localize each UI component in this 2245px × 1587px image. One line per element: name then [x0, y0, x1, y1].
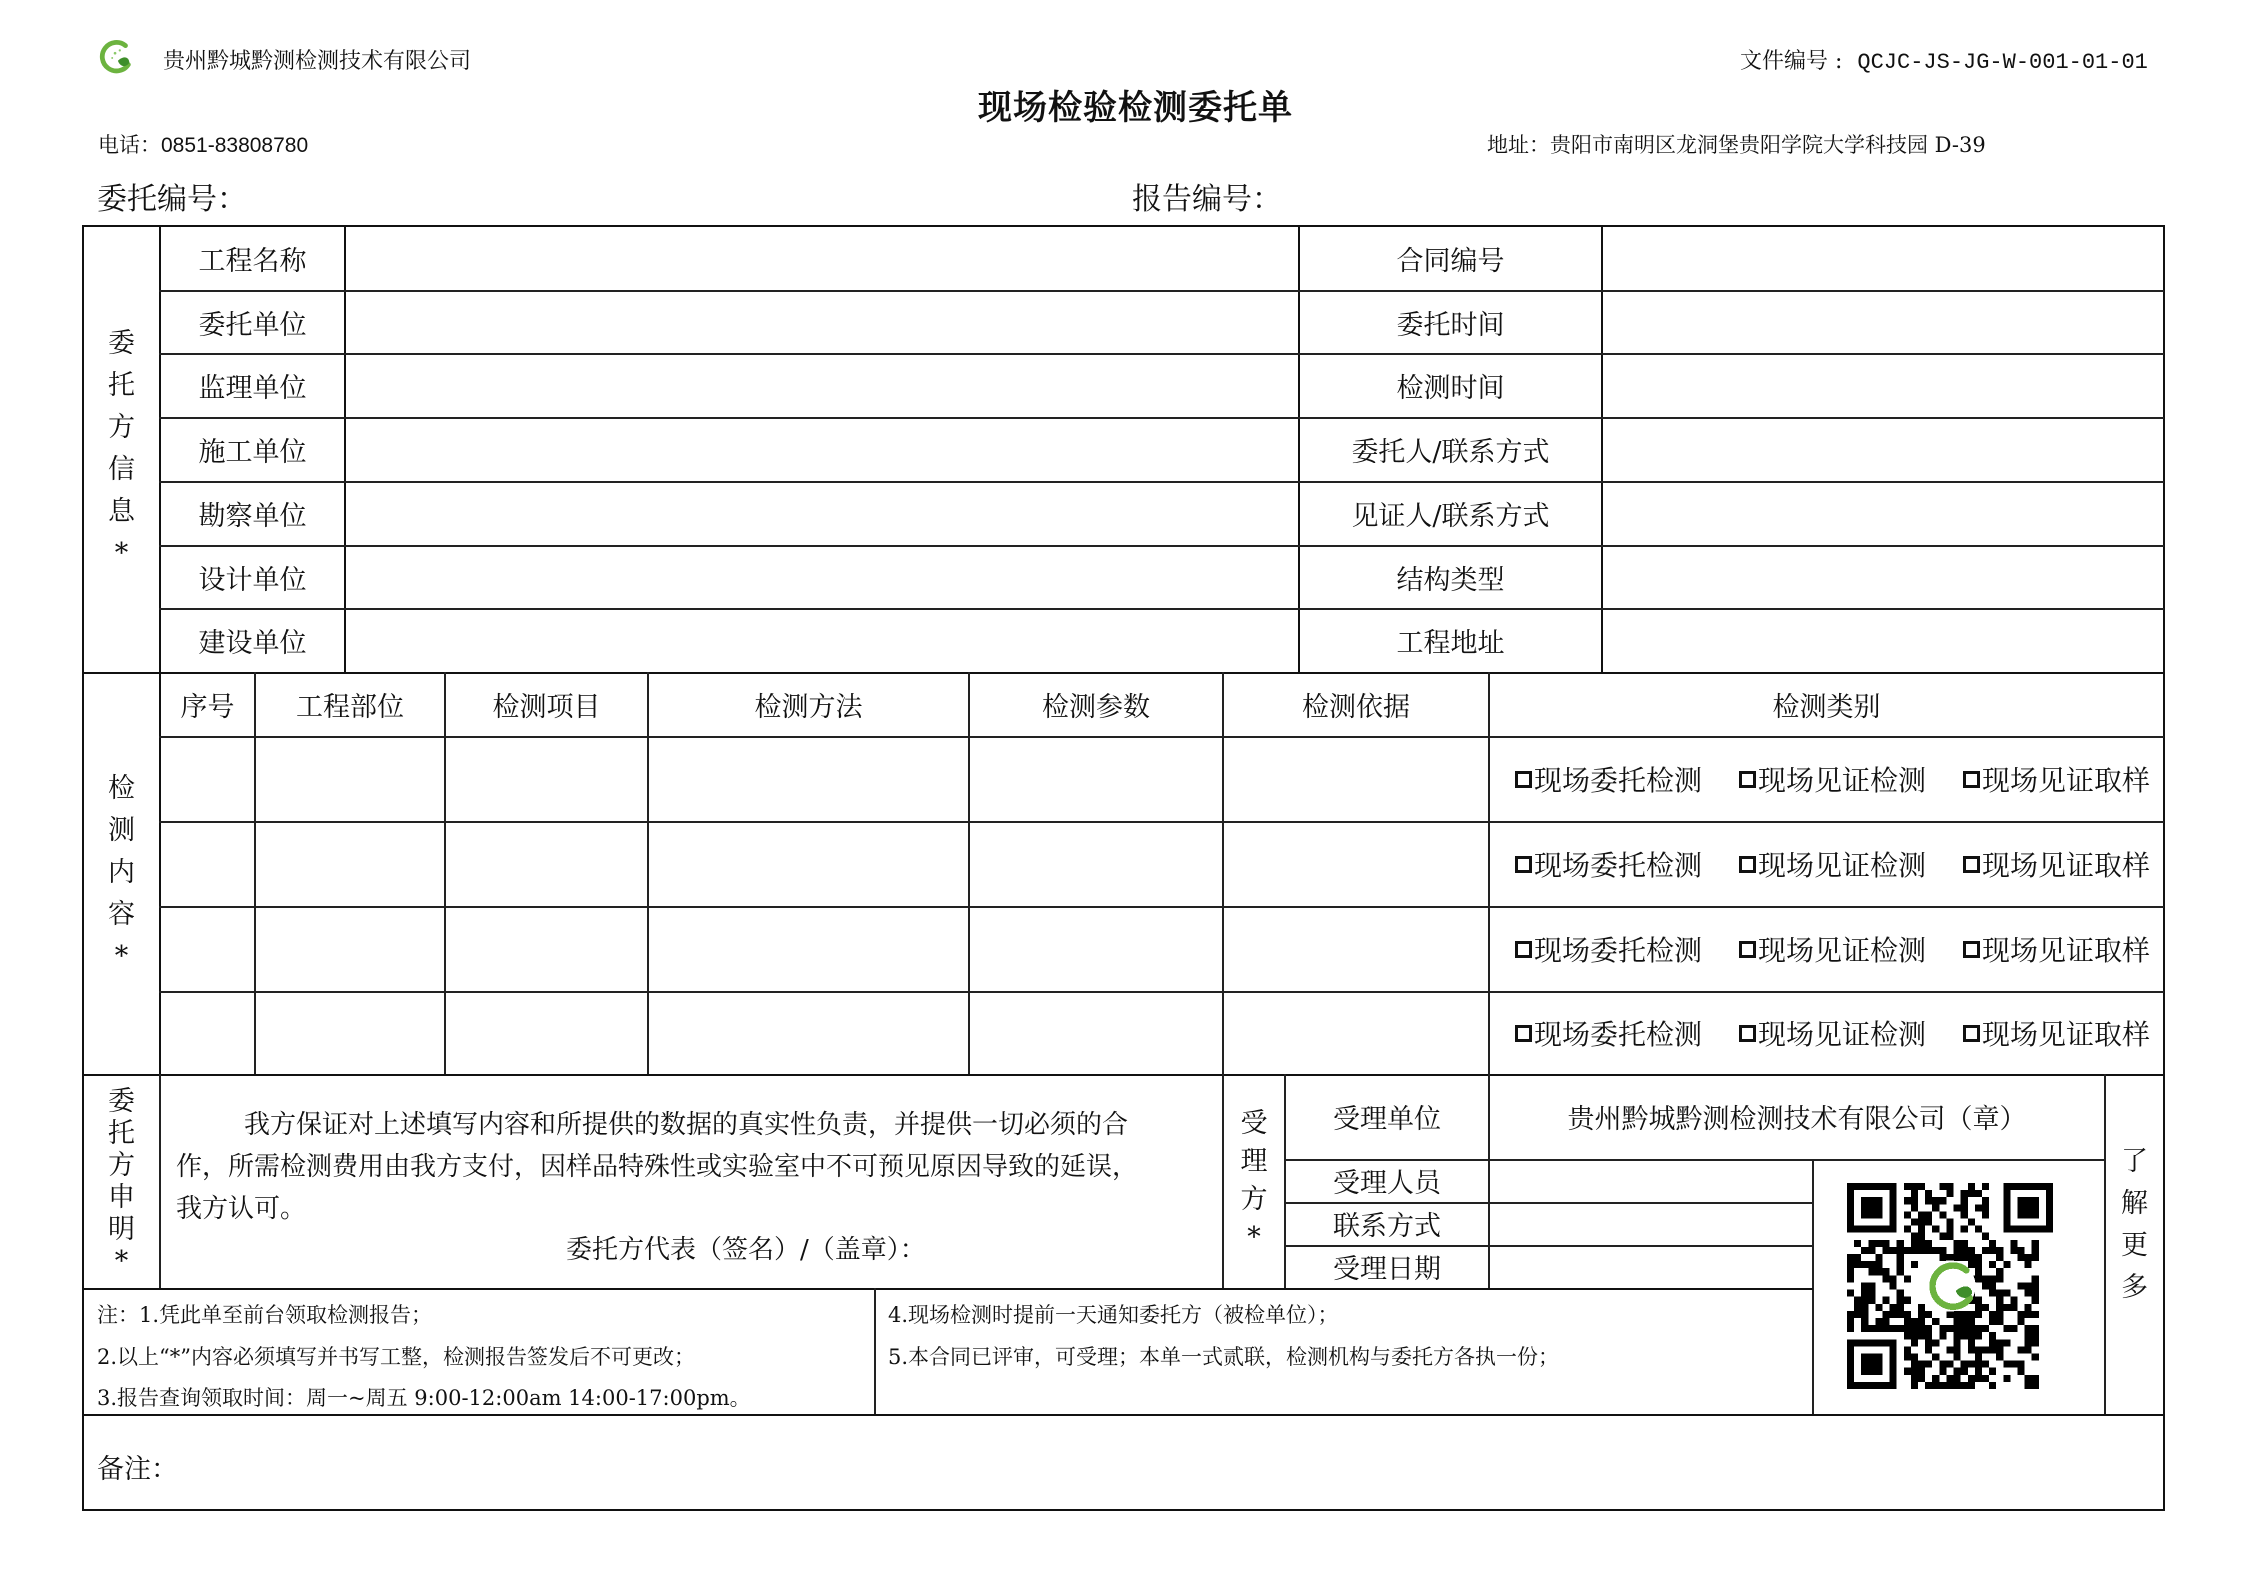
label-char: * — [114, 1246, 129, 1277]
param-input[interactable] — [970, 907, 1222, 991]
checkbox-icon[interactable] — [1515, 856, 1532, 873]
phone-label: 电话： — [98, 133, 161, 157]
declaration-line: 作，所需检测费用由我方支付，因样品特殊性或实验室中不可预见原因导致的延误， — [176, 1152, 1139, 1182]
checkbox-label: 现场见证检测 — [1757, 1018, 1926, 1051]
project-name-label: 工程名称 — [198, 245, 307, 277]
checkbox-icon[interactable] — [1963, 1025, 1980, 1042]
declaration-line: 我方认可。 — [176, 1194, 307, 1224]
entrust-number-label: 委托编号： — [97, 182, 247, 217]
witness-contact-label: 见证人/联系方式 — [1351, 500, 1550, 532]
phone-number: 0851-83808780 — [161, 134, 309, 157]
accepting-staff-label: 受理人员 — [1333, 1168, 1441, 1199]
witness-contact-input[interactable] — [1603, 481, 2163, 545]
doc-number-block — [1740, 44, 2148, 75]
survey-unit-label: 勘察单位 — [198, 500, 307, 532]
checkbox-label: 现场委托检测 — [1534, 849, 1703, 882]
param-input[interactable] — [970, 822, 1222, 906]
project-name-input[interactable] — [346, 226, 1298, 290]
part-input[interactable] — [256, 822, 444, 906]
part-input[interactable] — [256, 907, 444, 991]
method-input[interactable] — [649, 992, 968, 1074]
label-char: 容 — [108, 899, 135, 930]
label-char: 明 — [108, 1214, 135, 1245]
method-input[interactable] — [649, 907, 968, 991]
accepting-unit-value: 贵州黔城黔测检测技术有限公司（章） — [1567, 1104, 2027, 1135]
checkbox-onsite-entrusted-test[interactable] — [1515, 844, 1702, 884]
section-divider — [82, 1414, 2165, 1416]
entrust-time-input[interactable] — [1603, 290, 2163, 354]
design-unit-label: 设计单位 — [198, 564, 307, 596]
checkbox-label: 现场见证取样 — [1981, 1018, 2150, 1051]
divider — [159, 1074, 161, 1288]
item-input[interactable] — [446, 907, 647, 991]
remarks-field[interactable] — [97, 1447, 178, 1486]
checkbox-icon[interactable] — [1963, 941, 1980, 958]
owner-unit-input[interactable] — [346, 608, 1298, 672]
label-char: 理 — [1240, 1146, 1268, 1177]
method-input[interactable] — [649, 822, 968, 906]
method-input[interactable] — [649, 737, 968, 821]
entrust-number-field[interactable] — [97, 174, 247, 218]
remarks-label: 备注： — [97, 1454, 178, 1485]
design-unit-input[interactable] — [346, 545, 1298, 609]
label-char: 息 — [108, 496, 135, 527]
column-header-basis: 检测依据 — [1302, 691, 1410, 723]
acceptance-section-label — [1224, 1074, 1284, 1288]
param-input[interactable] — [970, 737, 1222, 821]
label-char: 多 — [2121, 1272, 2148, 1303]
company-name: 贵州黔城黔测检测技术有限公司 — [163, 49, 472, 74]
basis-input[interactable] — [1224, 737, 1488, 821]
part-input[interactable] — [256, 737, 444, 821]
declaration-section-label — [84, 1080, 159, 1284]
survey-unit-input[interactable] — [346, 481, 1298, 545]
client-signature-field[interactable]: 委托方代表（签名）/（盖章）： — [566, 1235, 926, 1265]
column-header-param: 检测参数 — [1042, 691, 1150, 723]
project-address-label: 工程地址 — [1396, 627, 1505, 659]
label-char: 委 — [108, 1086, 135, 1117]
test-time-input[interactable] — [1603, 353, 2163, 417]
company-logo — [97, 38, 135, 76]
label-char: 方 — [108, 412, 135, 443]
label-char: 方 — [1240, 1184, 1268, 1215]
checkbox-label: 现场见证取样 — [1981, 764, 2150, 797]
phone-block — [98, 129, 308, 159]
test-content-section-label — [84, 672, 159, 1074]
checkbox-onsite-entrusted-test[interactable] — [1515, 759, 1702, 799]
contract-number-input[interactable] — [1603, 226, 2163, 290]
address-value: 贵阳市南明区龙洞堡贵阳学院大学科技园 D-39 — [1550, 133, 1986, 157]
seq-input[interactable] — [161, 737, 254, 821]
note-item: 注：1.凭此单至前台领取检测报告； — [97, 1303, 433, 1327]
seq-input[interactable] — [161, 992, 254, 1074]
checkbox-label: 现场委托检测 — [1534, 1018, 1703, 1051]
accepting-date-label: 受理日期 — [1333, 1254, 1441, 1285]
checkbox-icon[interactable] — [1739, 941, 1756, 958]
client-info-section-label — [84, 226, 159, 672]
structure-type-label: 结构类型 — [1396, 564, 1505, 596]
basis-input[interactable] — [1224, 822, 1488, 906]
basis-input[interactable] — [1224, 907, 1488, 991]
report-number-label: 报告编号： — [1132, 182, 1282, 217]
checkbox-icon[interactable] — [1963, 856, 1980, 873]
client-unit-label: 委托单位 — [198, 309, 307, 341]
checkbox-label: 现场见证检测 — [1757, 849, 1926, 882]
checkbox-onsite-witnessed-sampling[interactable] — [1963, 1013, 2150, 1053]
label-char: 信 — [108, 454, 135, 485]
test-time-label: 检测时间 — [1396, 372, 1505, 404]
item-input[interactable] — [446, 822, 647, 906]
doc-number-label: 文件编号 : — [1740, 49, 1843, 74]
column-header-seq: 序号 — [180, 691, 235, 723]
seq-input[interactable] — [161, 907, 254, 991]
checkbox-icon[interactable] — [1515, 771, 1532, 788]
doc-number: QCJC-JS-JG-W-001-01-01 — [1857, 50, 2148, 75]
divider — [874, 1288, 876, 1414]
accepting-contact-input[interactable] — [1490, 1202, 1812, 1245]
category-checkbox-group — [1515, 822, 2150, 906]
label-char: * — [1247, 1222, 1261, 1253]
label-char: * — [114, 941, 129, 972]
checkbox-onsite-witnessed-sampling[interactable] — [1963, 759, 2150, 799]
seq-input[interactable] — [161, 822, 254, 906]
item-input[interactable] — [446, 737, 647, 821]
checkbox-icon[interactable] — [1739, 1025, 1756, 1042]
accepting-date-input[interactable] — [1490, 1245, 1812, 1288]
checkbox-label: 现场见证取样 — [1981, 934, 2150, 967]
checkbox-onsite-witnessed-test[interactable] — [1739, 929, 1926, 969]
client-contact-input[interactable] — [1603, 417, 2163, 481]
label-char: 委 — [108, 328, 135, 359]
column-header-method: 检测方法 — [754, 691, 863, 723]
column-header-item: 检测项目 — [492, 691, 601, 723]
construction-unit-input[interactable] — [346, 417, 1298, 481]
checkbox-icon[interactable] — [1739, 771, 1756, 788]
project-address-input[interactable] — [1603, 608, 2163, 672]
owner-unit-label: 建设单位 — [198, 627, 307, 659]
construction-unit-label: 施工单位 — [198, 436, 307, 468]
checkbox-label: 现场见证检测 — [1757, 934, 1926, 967]
category-checkbox-group — [1515, 737, 2150, 821]
checkbox-label: 现场见证取样 — [1981, 849, 2150, 882]
accepting-staff-input[interactable] — [1490, 1159, 1812, 1202]
supervision-unit-input[interactable] — [346, 353, 1298, 417]
table-border-bottom — [82, 1509, 2165, 1511]
category-checkbox-group — [1515, 907, 2150, 991]
contract-number-label: 合同编号 — [1396, 245, 1505, 277]
divider — [1812, 1159, 1814, 1414]
logo-icon — [97, 38, 135, 76]
note-item: 5.本合同已评审，可受理；本单一式贰联，检测机构与委托方各执一份； — [888, 1345, 1560, 1369]
accepting-unit-label: 受理单位 — [1333, 1104, 1441, 1135]
checkbox-label: 现场见证检测 — [1757, 764, 1926, 797]
column-header-part: 工程部位 — [296, 691, 404, 723]
note-item: 3.报告查询领取时间：周一~周五 9:00-12:00am 14:00-17:00pm。 — [97, 1386, 751, 1410]
checkbox-onsite-witnessed-sampling[interactable] — [1963, 929, 2150, 969]
section-divider — [82, 1288, 1813, 1290]
label-char: 解 — [2121, 1188, 2148, 1219]
checkbox-onsite-witnessed-test[interactable] — [1739, 844, 1926, 884]
label-char: 申 — [108, 1182, 135, 1213]
label-char: 更 — [2121, 1230, 2148, 1261]
label-char: 托 — [108, 370, 135, 401]
column-header-category: 检测类别 — [1772, 691, 1881, 723]
checkbox-icon[interactable] — [1963, 771, 1980, 788]
entrust-time-label: 委托时间 — [1396, 309, 1505, 341]
label-char: 内 — [108, 857, 135, 888]
basis-input[interactable] — [1224, 992, 1488, 1074]
param-input[interactable] — [970, 992, 1222, 1074]
accepting-contact-label: 联系方式 — [1333, 1211, 1441, 1242]
checkbox-onsite-entrusted-test[interactable] — [1515, 1013, 1702, 1053]
qr-code[interactable] — [1847, 1183, 2053, 1389]
client-contact-label: 委托人/联系方式 — [1351, 436, 1550, 468]
checkbox-icon[interactable] — [1515, 1025, 1532, 1042]
label-char: 方 — [108, 1150, 135, 1181]
checkbox-icon[interactable] — [1739, 856, 1756, 873]
address-label: 地址： — [1487, 133, 1550, 157]
label-char: 测 — [108, 815, 135, 846]
checkbox-label: 现场委托检测 — [1534, 934, 1703, 967]
item-input[interactable] — [446, 992, 647, 1074]
page-title: 现场检验检测委托单 — [978, 88, 1293, 128]
report-number-field[interactable] — [1132, 174, 1282, 218]
supervision-unit-label: 监理单位 — [198, 372, 307, 404]
label-char: 了 — [2121, 1146, 2148, 1177]
part-input[interactable] — [256, 992, 444, 1074]
label-char: * — [114, 538, 129, 569]
label-char: 受 — [1240, 1108, 1268, 1139]
note-item: 2.以上“*”内容必须填写并书写工整，检测报告签发后不可更改； — [97, 1345, 696, 1369]
category-checkbox-group — [1515, 992, 2150, 1074]
checkbox-onsite-entrusted-test[interactable] — [1515, 929, 1702, 969]
checkbox-onsite-witnessed-sampling[interactable] — [1963, 844, 2150, 884]
note-item: 4.现场检测时提前一天通知委托方（被检单位）； — [888, 1303, 1339, 1327]
checkbox-icon[interactable] — [1515, 941, 1532, 958]
learn-more-label[interactable] — [2106, 1146, 2163, 1303]
structure-type-input[interactable] — [1603, 545, 2163, 609]
checkbox-label: 现场委托检测 — [1534, 764, 1703, 797]
checkbox-onsite-witnessed-test[interactable] — [1739, 1013, 1926, 1053]
declaration-text — [176, 1104, 1138, 1230]
checkbox-onsite-witnessed-test[interactable] — [1739, 759, 1926, 799]
label-char: 托 — [108, 1118, 135, 1149]
address-block — [1487, 129, 1986, 159]
client-unit-input[interactable] — [346, 290, 1298, 354]
declaration-line: 我方保证对上述填写内容和所提供的数据的真实性负责，并提供一切必须的合 — [244, 1110, 1129, 1140]
qr-code-icon — [1847, 1183, 2053, 1389]
label-char: 检 — [108, 773, 135, 804]
